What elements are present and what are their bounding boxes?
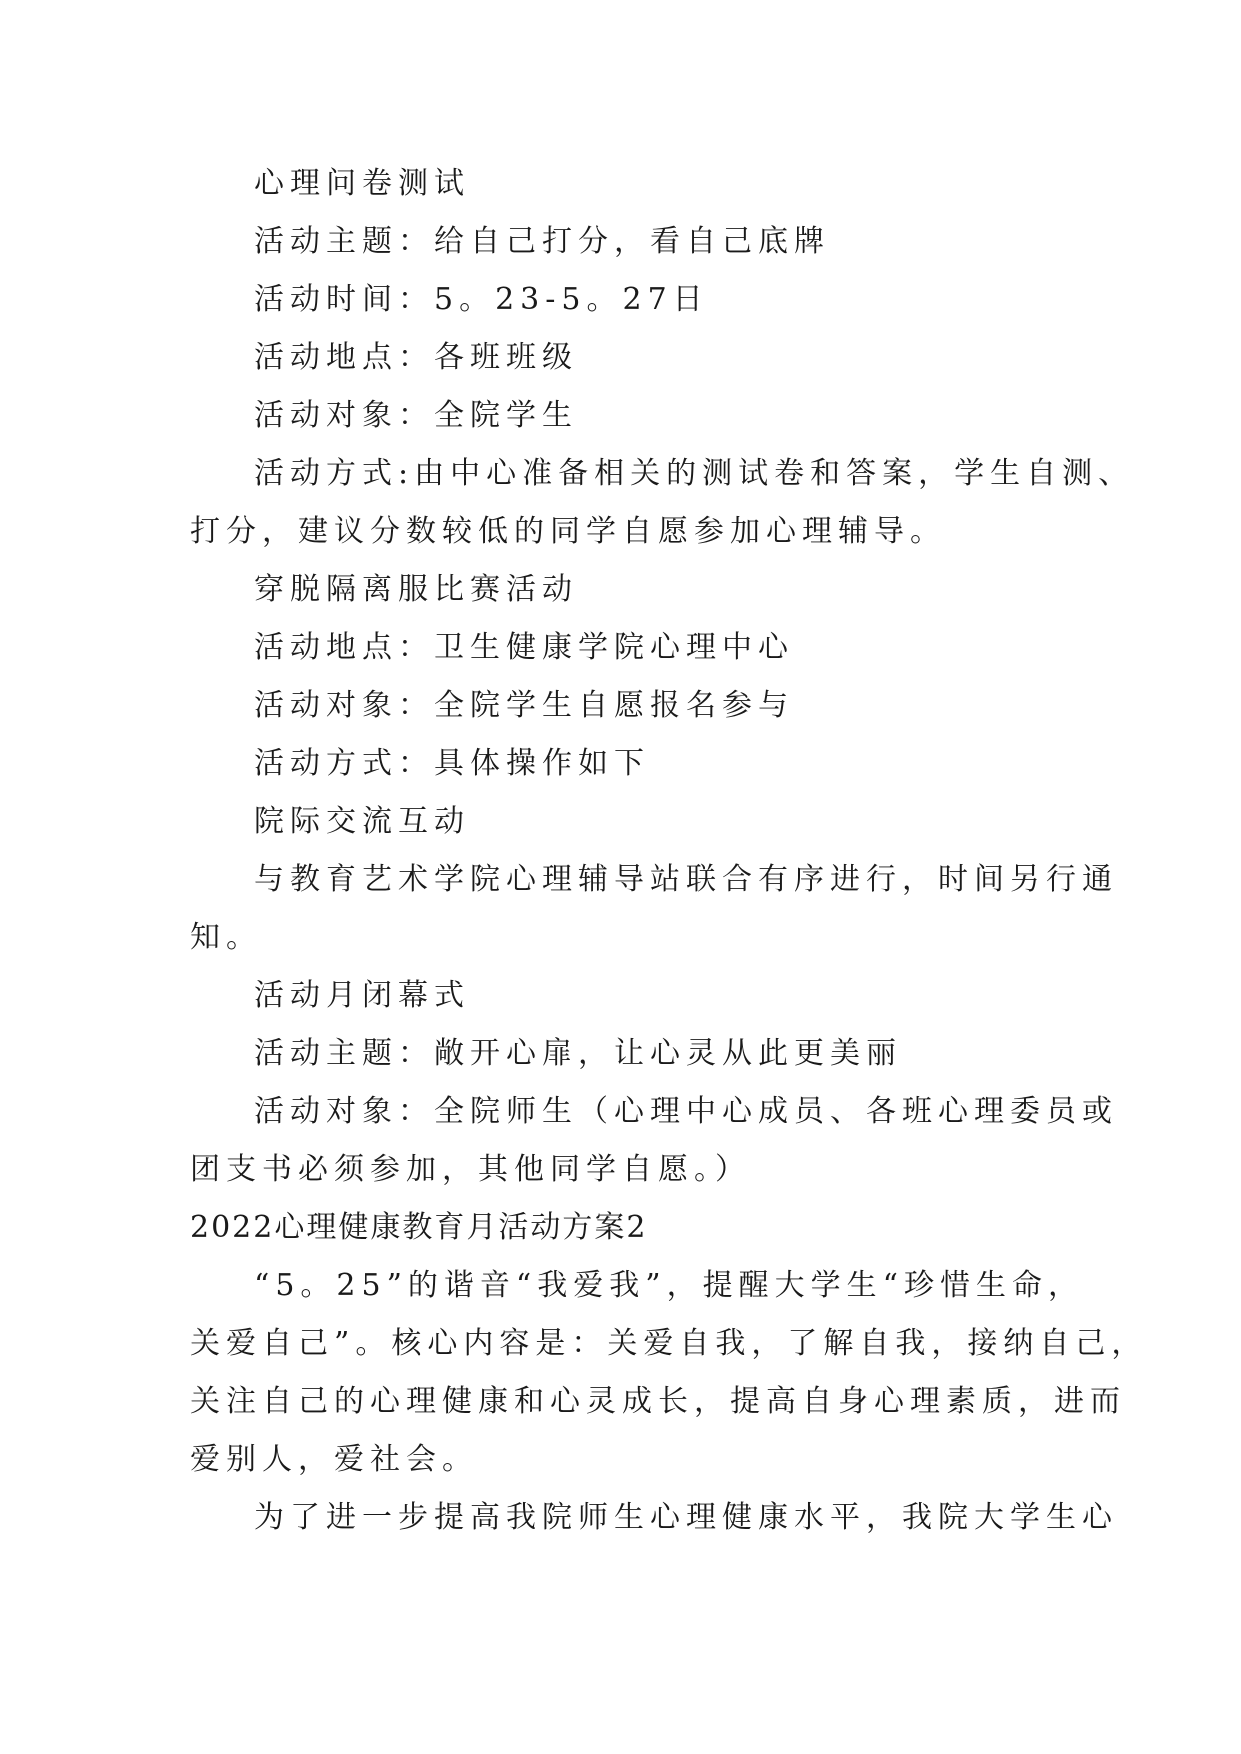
- paragraph-line: 活动时间：5。23-5。27日: [254, 282, 709, 317]
- paragraph-line: 活动方式:由中心准备相关的测试卷和答案，学生自测、: [254, 456, 1135, 491]
- paragraph-line: 活动对象：全院学生自愿报名参与: [254, 688, 794, 723]
- paragraph-line: 关爱自己”。核心内容是：关爱自我，了解自我，接纳自己，: [190, 1326, 1148, 1361]
- paragraph-line: 活动对象：全院师生（心理中心成员、各班心理委员或: [254, 1094, 1118, 1129]
- document-heading: 2022心理健康教育月活动方案2: [190, 1210, 648, 1245]
- paragraph-line: 团支书必须参加，其他同学自愿。）: [190, 1152, 751, 1187]
- paragraph-line: 活动地点：各班班级: [254, 340, 578, 375]
- paragraph-line: 活动主题：敞开心扉，让心灵从此更美丽: [254, 1036, 902, 1071]
- paragraph-line: 活动主题：给自己打分，看自己底牌: [254, 224, 830, 259]
- paragraph-line: 活动对象：全院学生: [254, 398, 578, 433]
- section-title-questionnaire: 心理问卷测试: [254, 166, 470, 201]
- paragraph-line: “5。25”的谐音“我爱我”，提醒大学生“珍惜生命，: [254, 1268, 1084, 1303]
- paragraph-line: 爱别人，爱社会。: [190, 1442, 478, 1477]
- section-title-exchange: 院际交流互动: [254, 804, 470, 839]
- paragraph-line: 与教育艺术学院心理辅导站联合有序进行，时间另行通: [254, 862, 1118, 897]
- paragraph-line: 打分，建议分数较低的同学自愿参加心理辅导。: [190, 514, 946, 549]
- paragraph-line: 关注自己的心理健康和心灵成长，提高自身心理素质，进而: [190, 1384, 1126, 1419]
- paragraph-line: 活动地点：卫生健康学院心理中心: [254, 630, 794, 665]
- paragraph-line: 活动方式：具体操作如下: [254, 746, 650, 781]
- paragraph-line: 为了进一步提高我院师生心理健康水平，我院大学生心: [254, 1500, 1118, 1535]
- section-title-closing: 活动月闭幕式: [254, 978, 470, 1013]
- paragraph-line: 知。: [190, 920, 262, 955]
- section-title-gown-contest: 穿脱隔离服比赛活动: [254, 572, 578, 607]
